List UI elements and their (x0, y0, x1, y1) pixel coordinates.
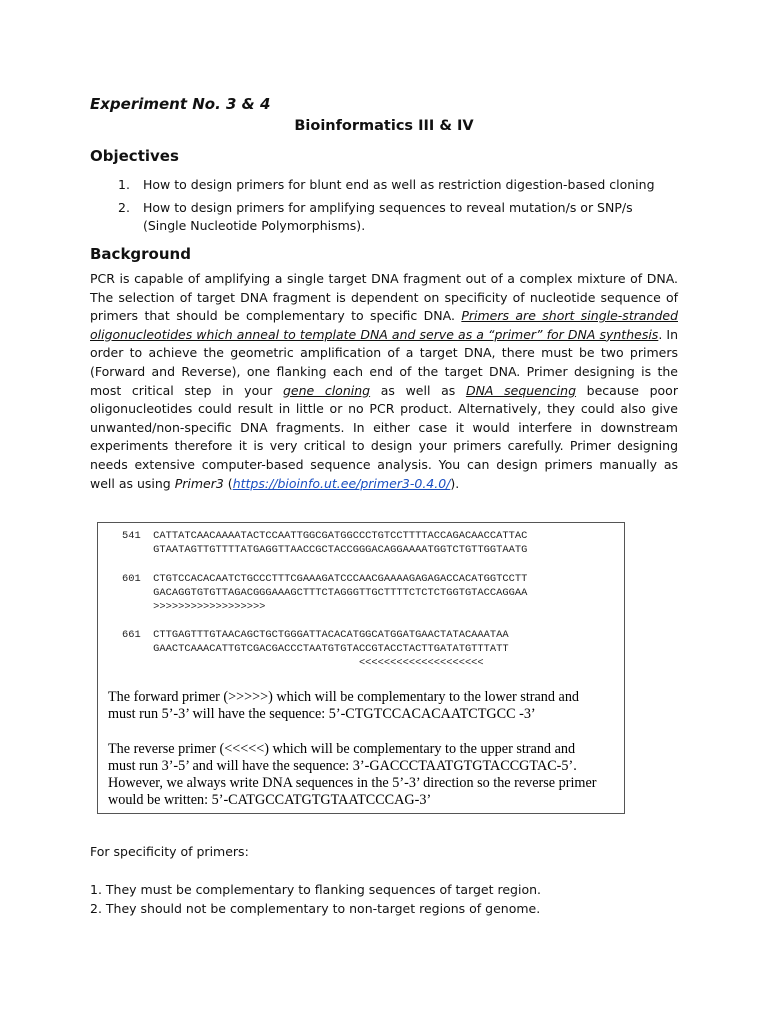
objectives-list (118, 176, 678, 240)
experiment-title: Experiment No. 3 & 4 (90, 95, 271, 113)
objective-number: 1. (118, 177, 130, 192)
sequence-block-541: 541 CATTATCAACAAAATACTCCAATTGGCGATGGCCCTGTCCTTTTACCAGACAACCATTAC GTAATAGTTGTTTTATGAGGTTAACCGCTACCGGGACAGGAAAATGGTCTGTTGGTAATG (122, 530, 528, 556)
primer3-link[interactable]: https://bioinfo.ut.ee/primer3-0.4.0/ (232, 475, 451, 491)
primers-definition: Primers are short single-stranded oligonucleotides which anneal to template DNA and serve as a “primer” for DNA synthesis (90, 308, 678, 342)
reverse-primer-text: The reverse primer (<<<<<) which will be complementary to the upper strand and must run 3’-5’ and will have the sequence: 3’-GACCCTAATGTGTACCGTAC-5’. However, we always write DNA sequences in the 5’-3’ direction so the reverse primer would be written: 5’-CATGCCATGTGTAATCCCAG-3’ (108, 741, 597, 808)
sequence-block-601: 601 CTGTCCACACAATCTGCCCTTTCGAAAGATCCCAACGAAAAGAGAGACCACATGGTCCTT GACAGGTGTGTTAGACGGGAAAGCTTTCTAGGGTTGCTTTTCTCTCTGGTGTACCAGGAA >>>>>>>>>>>>>>>>>> (122, 573, 528, 613)
text-run: PCR is capable of amplifying a single target DNA fragment out of a complex mixture of DNA. The selection of target DNA fragment is dependent on specificity of nucleotide sequence of primers that should be complementary to specific DNA. (90, 271, 678, 324)
forward-primer-text: The forward primer (>>>>>) which will be complementary to the lower strand and must run 5’-3’ will have the sequence: 5’-CTGTCCACACAATCTGCC -3’ (108, 689, 580, 722)
document-title: Bioinformatics III & IV (294, 118, 474, 134)
text-run: ( (223, 475, 233, 491)
background-paragraph (90, 270, 678, 493)
specificity-intro: For specificity of primers: (90, 844, 249, 859)
specificity-item: 1. They must be complementary to flanking sequences of target region. (90, 882, 542, 897)
text-run: as well as (370, 382, 466, 398)
primer3-term: Primer3 (174, 475, 224, 491)
text-run: . In order to achieve the geometric amplification of a target DNA, there must be two primers (Forward and Reverse), one flanking each end of the target DNA. Primer designing is the most critical step in your (90, 326, 678, 398)
primer-figure (97, 522, 625, 814)
objectives-heading: Objectives (90, 147, 179, 165)
background-heading: Background (90, 245, 191, 263)
objective-text: How to design primers for blunt end as well as restriction digestion-based cloning (143, 177, 655, 192)
objective-item (118, 176, 678, 194)
objective-number: 2. (118, 200, 130, 215)
specificity-item: 2. They should not be complementary to non-target regions of genome. (90, 901, 541, 916)
sequence-block-661: 661 CTTGAGTTTGTAACAGCTGCTGGGATTACACATGGCATGGATGAACTATACAAATAA GAACTCAAACATTGTCGACGACCCTAATGTGTACCGTACCTACTTGATATGTTTATT <<<<<<<<<<<<<<<<<<<< (122, 629, 509, 669)
gene-cloning-term: gene cloning (282, 382, 371, 398)
dna-sequencing-term: DNA sequencing (465, 382, 576, 398)
specificity-list (90, 880, 541, 918)
objective-item (118, 199, 678, 235)
objective-text: How to design primers for amplifying sequences to reveal mutation/s or SNP/s (Single Nucleotide Polymorphisms). (143, 200, 633, 233)
text-run: ). (450, 475, 460, 491)
text-run: because poor oligonucleotides could result in little or no PCR product. Alternatively, they could also give unwanted/non-specific DNA fragments. In either case it would interfere in downstream experiments therefore it is very critical to design your primers carefully. Primer designing needs extensive computer-based sequence analysis. You can design primers manually as well as using (90, 382, 678, 491)
